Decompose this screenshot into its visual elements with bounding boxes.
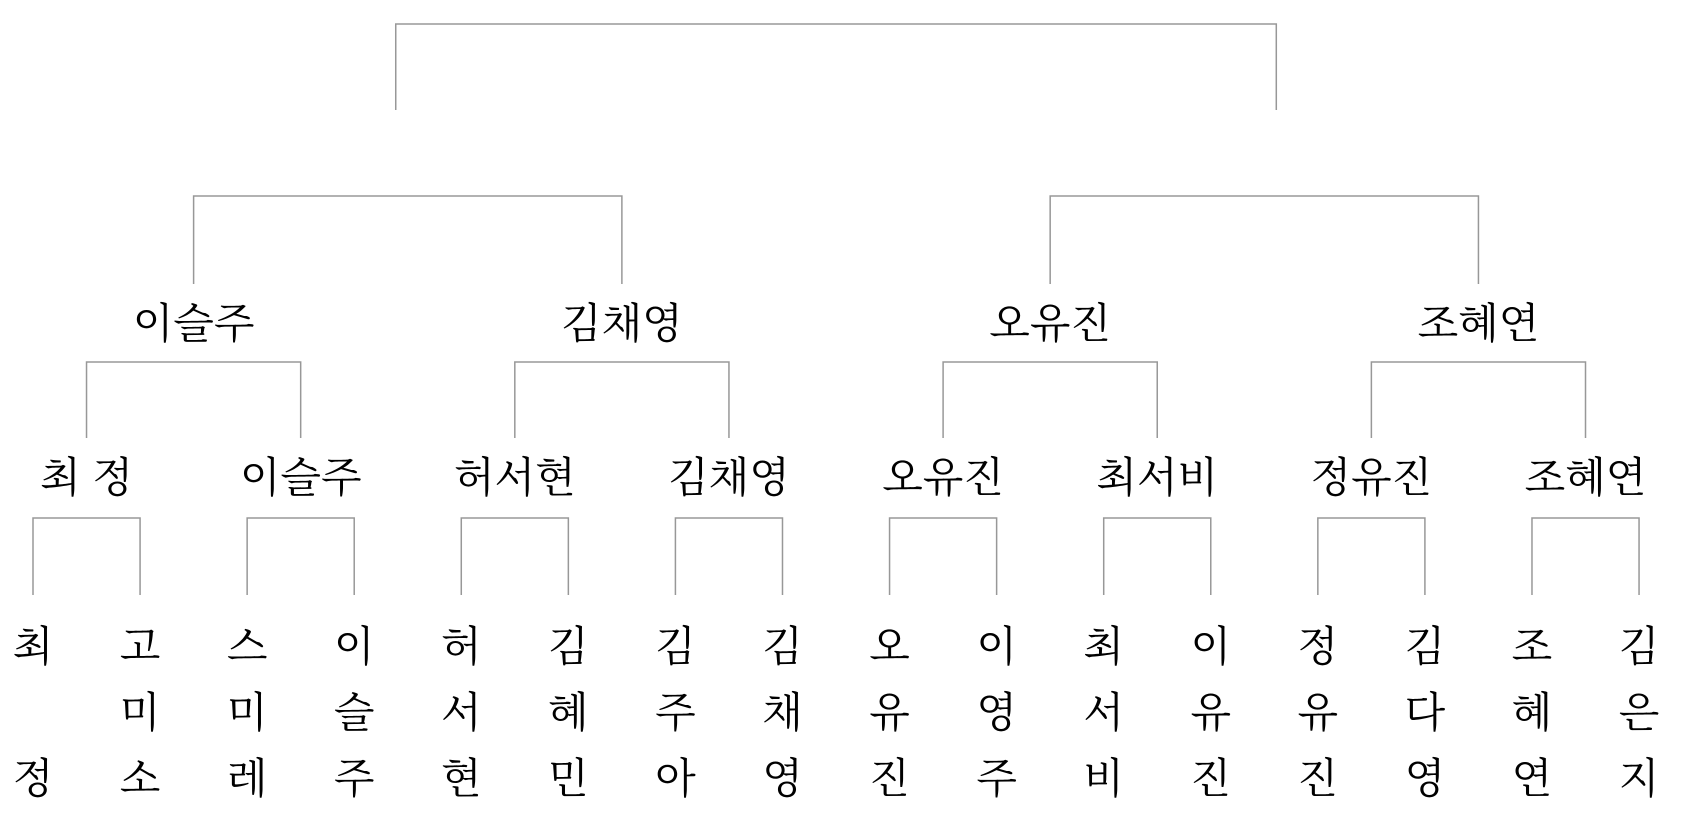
connector-r16-match-2 [247,518,354,595]
player-name-char: 김 [762,623,803,670]
connector-r16-match-1 [33,518,140,595]
connector-r16-match-7 [1318,518,1425,595]
player-name-char: 다 [1404,689,1446,736]
player-name-10 [944,614,1050,812]
player-name-5 [408,614,514,812]
player-name-char: 미 [226,689,268,736]
player-name-char: 영 [762,755,803,802]
connector-semifinal-1 [194,196,622,284]
semifinalist-label-2: 김채영 [561,300,683,347]
player-name-char: 소 [119,755,161,802]
player-name-char: 영 [976,689,1017,736]
player-name-char: 조 [1511,623,1553,670]
player-name-char: 진 [869,755,910,802]
player-name-char: 스 [226,623,268,670]
connector-quarterfinal-4 [1371,362,1585,438]
player-name-2 [87,614,193,812]
quarterfinalist-label-2: 이슬주 [239,454,362,501]
player-name-4 [301,614,407,812]
player-name-char: 서 [1083,689,1124,736]
player-name-char: 최 [12,623,54,670]
player-name-char: 레 [226,755,268,802]
player-name-char: 허 [440,623,482,670]
connector-quarterfinal-1 [87,362,301,438]
player-name-char: 주 [333,755,375,802]
player-name-char: 김 [1404,623,1446,670]
quarterfinalist-label-5: 오유진 [882,454,1004,501]
player-name-char: 비 [1083,755,1124,802]
player-name-15 [1479,614,1585,812]
player-name-char: 김 [655,623,696,670]
connector-r16-match-8 [1532,518,1639,595]
player-name-char: 정 [1297,623,1339,670]
player-name-char: 민 [548,755,589,802]
player-name-16 [1586,614,1681,812]
quarterfinalist-label-3: 허서현 [453,454,576,501]
player-name-char: 서 [440,689,482,736]
quarterfinalist-label-7: 정유진 [1310,454,1433,501]
player-name-char: 혜 [548,689,589,736]
semifinalist-label-4: 조혜연 [1417,300,1540,347]
player-name-char: 슬 [333,689,375,736]
player-name-12 [1158,614,1264,812]
player-name-char: 고 [119,623,161,670]
player-name-char: 지 [1618,755,1660,802]
player-name-1 [0,614,86,812]
player-name-char: 채 [762,689,803,736]
player-name-14 [1372,614,1478,812]
semifinalist-label-3: 오유진 [989,300,1112,347]
semifinalist-label-1: 이슬주 [132,300,255,347]
player-name-char: 이 [976,623,1017,670]
player-name-13 [1265,614,1371,812]
player-name-char: 이 [1190,623,1232,670]
player-name-char: 현 [440,755,482,802]
player-name-char: 정 [12,755,54,802]
connector-r16-match-6 [1104,518,1211,595]
player-name-char: 은 [1618,689,1660,736]
quarterfinalist-label-1: 최 정 [40,454,133,501]
player-name-char: 최 [1083,623,1124,670]
connector-quarterfinal-3 [943,362,1157,438]
connector-semifinal-2 [1050,196,1478,284]
player-name-char: 김 [548,623,589,670]
player-name-char [0,680,86,746]
player-name-char: 이 [333,623,375,670]
quarterfinalist-label-8: 조혜연 [1524,454,1647,501]
player-name-7 [622,614,728,812]
connector-r16-match-4 [675,518,782,595]
player-name-11 [1051,614,1157,812]
player-name-char: 아 [655,755,696,802]
player-name-char: 주 [655,689,696,736]
player-name-char: 진 [1190,755,1232,802]
player-name-char: 혜 [1511,689,1553,736]
player-name-3 [194,614,300,812]
connector-final [396,24,1277,110]
player-name-9 [837,614,943,812]
player-name-char: 연 [1511,755,1553,802]
player-name-6 [515,614,621,812]
player-name-char: 오 [869,623,910,670]
quarterfinalist-label-6: 최서비 [1096,454,1219,501]
player-name-char: 유 [1297,689,1339,736]
player-name-char: 영 [1404,755,1446,802]
connector-r16-match-5 [890,518,997,595]
connector-quarterfinal-2 [515,362,729,438]
player-name-8 [729,614,835,812]
player-name-char: 미 [119,689,161,736]
player-name-char: 김 [1618,623,1660,670]
player-name-char: 진 [1297,755,1339,802]
player-name-char: 유 [869,689,910,736]
player-name-char: 주 [976,755,1017,802]
connector-r16-match-3 [461,518,568,595]
quarterfinalist-label-4: 김채영 [668,454,790,501]
player-name-char: 유 [1190,689,1232,736]
